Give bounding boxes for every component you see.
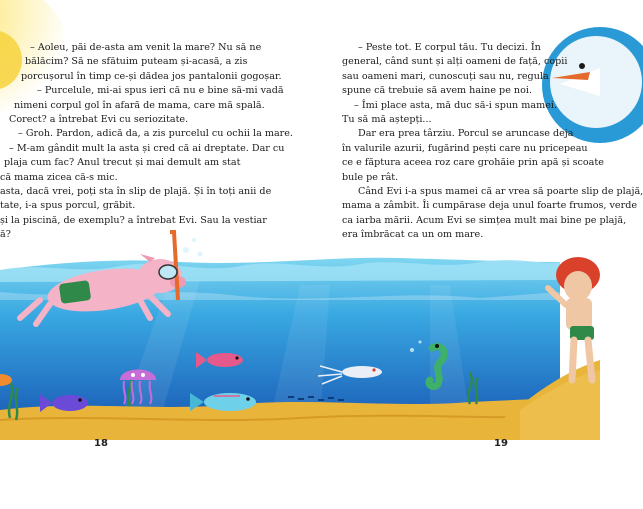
right-page-text — [342, 41, 643, 243]
text-line: ă? — [0, 229, 11, 241]
text-line: asta, dacă vrei, poți sta în slip de plajă. Și în toți anii de — [0, 186, 272, 198]
text-line: Tu să mă aștepți... — [342, 114, 432, 126]
text-line: Dar era prea târziu. Porcul se aruncase deja — [358, 128, 574, 140]
text-line: – Îmi place asta, mă duc să-i spun mamei. — [354, 99, 557, 111]
text-line: nimeni corpul gol în afară de mama, care mă spală. — [14, 99, 265, 111]
text-line: și la piscină, de exemplu? a întrebat Evi. Sau la vestiar — [0, 214, 267, 226]
text-line: – Purcelule, mi-ai spus ieri că nu e bine să-mi vadă — [37, 85, 284, 97]
text-line: spune că trebuie să avem haine pe noi. — [342, 85, 532, 97]
text-line: Corect? a întrebat Evi cu seriozitate. — [9, 114, 189, 126]
page-number-left: 18 — [94, 438, 108, 449]
text-line: plaja cum fac? Anul trecut și mai demult am stat — [4, 157, 241, 169]
text-line: în valurile azurii, fugărind pești care nu pricepeau — [342, 142, 588, 154]
text-line: general, când sunt și alți oameni de față, copii — [342, 56, 568, 68]
text-line: porcușorul în timp ce-și dădea jos pantalonii gogoșar. — [21, 70, 282, 82]
left-page-text — [0, 41, 293, 243]
text-line: era îmbrăcat ca un om mare. — [342, 229, 484, 241]
text-line: că mama zicea că-s mic. — [0, 171, 118, 183]
text-line: ce e făptura aceea roz care grohăie prin apă și scoate — [342, 157, 604, 169]
text-line: ca iarba mării. Acum Evi se simțea mult mai bine pe plajă, — [342, 214, 627, 226]
page-number-right: 19 — [494, 438, 508, 449]
text-line: bule pe rât. — [342, 171, 399, 183]
text-line: Când Evi i-a spus mamei că ar vrea să poarte slip de plajă, — [358, 186, 643, 198]
text-line: – Aoleu, păi de-asta am venit la mare? Nu să ne — [30, 42, 262, 53]
text-line: tate, i-a spus porcul, grăbit. — [0, 200, 136, 212]
text-line: bălăcim? Să ne sfătuim puteam și-acasă, a zis — [25, 56, 248, 68]
text-line: mama a zâmbit. Îi cumpărase deja unul foarte frumos, verde — [342, 200, 638, 212]
text-line: – Groh. Pardon, adică da, a zis purcelul cu ochii la mare. — [18, 128, 293, 140]
text-line: – Peste tot. E corpul tău. Tu decizi. În — [358, 42, 541, 53]
text-line: – M-am gândit mult la asta și cred că ai dreptate. Dar cu — [9, 142, 285, 154]
text-line: sau oameni mari, cunoscuți sau nu, regula — [342, 70, 549, 82]
